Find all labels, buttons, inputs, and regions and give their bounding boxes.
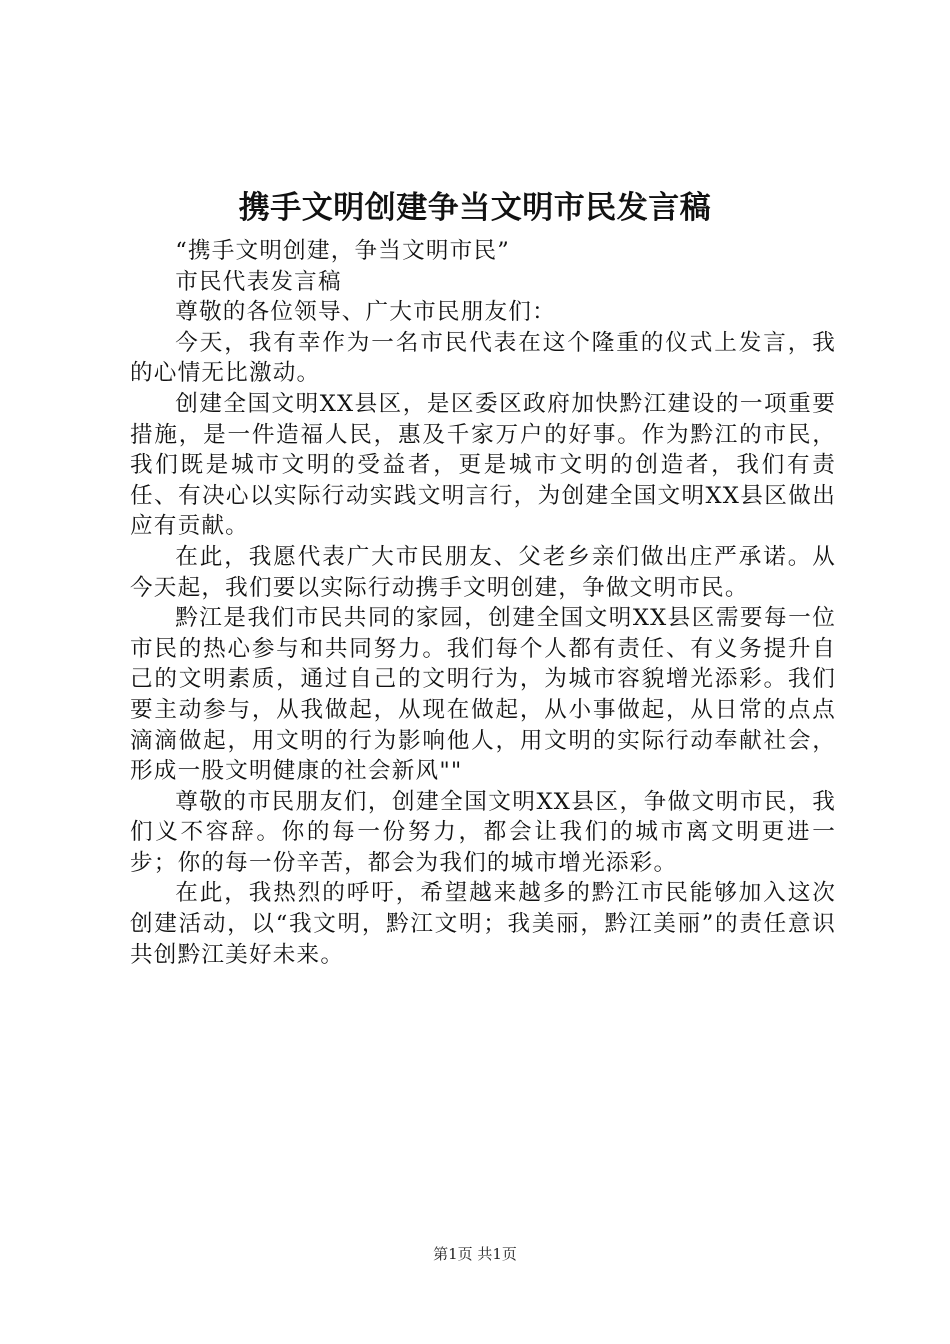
paragraph-significance: 创建全国文明XX县区，是区委区政府加快黔江建设的一项重要措施，是一件造福人民，惠及千家万户的好事。作为黔江的市民，我们既是城市文明的受益者，更是城市文明的创造者，我们有责任、有决心以实际行动实践文明言行，为创建全国文明XX县区做出应有贡献。 bbox=[130, 390, 836, 540]
paragraph-pledge: 在此，我愿代表广大市民朋友、父老乡亲们做出庄严承诺。从今天起，我们要以实际行动携手文明创建，争做文明市民。 bbox=[130, 543, 836, 601]
paragraph-appeal: 在此，我热烈的呼吁，希望越来越多的黔江市民能够加入这次创建活动，以“我文明，黔江文明；我美丽，黔江美丽”的责任意识共创黔江美好未来。 bbox=[130, 880, 836, 968]
paragraph-duty: 尊敬的市民朋友们，创建全国文明XX县区，争做文明市民，我们义不容辞。你的每一份努力，都会让我们的城市离文明更进一步；你的每一份辛苦，都会为我们的城市增光添彩。 bbox=[130, 788, 836, 876]
paragraph-slogan: “携手文明创建，争当文明市民” bbox=[175, 238, 511, 264]
page-footer: 第1页 共1页 bbox=[433, 1245, 517, 1263]
paragraph-homeland: 黔江是我们市民共同的家园，创建全国文明XX县区需要每一位市民的热心参与和共同努力。我们每个人都有责任、有义务提升自己的文明素质，通过自己的文明行为，为城市容貌增光添彩。我们要主动参与，从我做起，从现在做起，从小事做起，从日常的点点滴滴做起，用文明的行为影响他人，用文明的实际行动奉献社会，形成一股文明健康的社会新风"" bbox=[130, 605, 836, 785]
paragraph-subtitle: 市民代表发言稿 bbox=[175, 268, 342, 295]
paragraph-salutation: 尊敬的各位领导、广大市民朋友们： bbox=[175, 299, 556, 326]
document-body bbox=[130, 236, 836, 970]
paragraph-opening: 今天，我有幸作为一名市民代表在这个隆重的仪式上发言，我的心情无比激动。 bbox=[130, 329, 836, 387]
document-title: 携手文明创建争当文明市民发言稿 bbox=[238, 190, 712, 226]
